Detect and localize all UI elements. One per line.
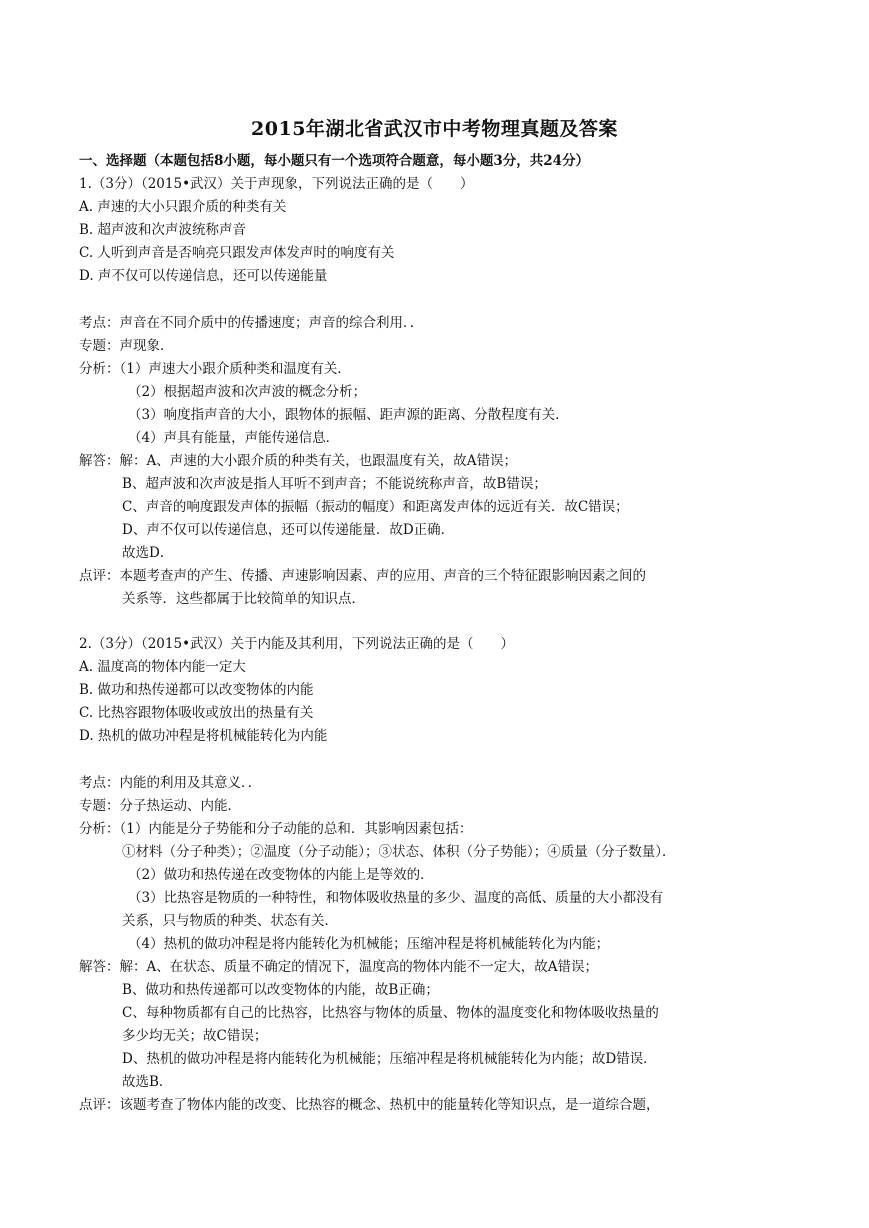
q1-stem: 1.（3分）（2015•武汉）关于声现象，下列说法正确的是（ ） [79,176,474,192]
page-title: 2015年湖北省武汉市中考物理真题及答案 [251,118,618,140]
q2-fenxi-3: （2）做功和热传递在改变物体的内能上是等效的． [128,867,434,883]
q2-fenxi-2: ①材料（分子种类）；②温度（分子动能）；③状态、体积（分子势能）；④质量（分子数量）． [122,844,676,860]
q2-option-d: D. 热机的做功冲程是将机械能转化为内能 [79,728,328,744]
q1-fenxi-2: （2）根据超声波和次声波的概念分析； [128,384,367,400]
q1-option-d: D. 声不仅可以传递信息，还可以传递能量 [79,268,328,284]
q2-dianping-1: 点评：该题考查了物体内能的改变、比热容的概念、热机中的能量转化等知识点，是一道综合题， [79,1097,660,1113]
q1-fenxi-3: （3）响度指声音的大小，跟物体的振幅、距声源的距离、分散程度有关． [128,407,569,423]
q2-jieda-3: C、每种物质都有自己的比热容，比热容与物体的质量、物体的温度变化和物体吸收热量的 [122,1005,659,1021]
q2-fenxi-1: 分析：（1）内能是分子势能和分子动能的总和．其影响因素包括： [79,821,473,837]
q2-option-c: C. 比热容跟物体吸收或放出的热量有关 [79,705,314,721]
q2-stem: 2.（3分）（2015•武汉）关于内能及其利用，下列说法正确的是（ ） [79,636,515,652]
q2-jieda-5: D、热机的做功冲程是将内能转化为机械能；压缩冲程是将机械能转化为内能；故D错误． [122,1051,657,1067]
q1-option-b: B. 超声波和次声波统称声音 [79,222,247,238]
q1-kaodian: 考点：声音在不同介质中的传播速度；声音的综合利用．． [79,315,424,331]
section-heading: 一、选择题（本题包括8小题，每小题只有一个选项符合题意，每小题3分，共24分） [79,153,590,169]
q2-kaodian: 考点：内能的利用及其意义．． [79,775,262,791]
q2-option-b: B. 做功和热传递都可以改变物体的内能 [79,682,314,698]
q2-jieda-6: 故选B． [122,1074,173,1090]
q2-jieda-2: B、做功和热传递都可以改变物体的内能，故B正确； [122,982,439,998]
q1-option-c: C. 人听到声音是否响亮只跟发声体发声时的响度有关 [79,245,395,261]
q1-jieda-5: 故选D． [122,545,174,561]
q2-fenxi-6: （4）热机的做功冲程是将内能转化为机械能；压缩冲程是将机械能转化为内能； [128,936,610,952]
q2-option-a: A. 温度高的物体内能一定大 [79,659,246,675]
q1-option-a: A. 声速的大小只跟介质的种类有关 [79,199,287,215]
q2-jieda-1: 解答：解：A、在状态、质量不确定的情况下，温度高的物体内能不一定大，故A错误； [79,959,598,975]
q1-jieda-2: B、超声波和次声波是指人耳听不到声音；不能说统称声音，故B错误； [122,476,547,492]
q1-jieda-4: D、声不仅可以传递信息，还可以传递能量．故D正确． [122,522,455,538]
q1-dianping-2: 关系等．这些都属于比较简单的知识点． [122,591,365,607]
q2-fenxi-5: 关系，只与物质的种类、状态有关． [122,913,338,929]
q2-jieda-4: 多少均无关；故C错误； [122,1028,268,1044]
q1-jieda-3: C、声音的响度跟发声体的振幅（振动的幅度）和距离发声体的远近有关．故C错误； [122,499,629,515]
q1-jieda-1: 解答：解：A、声速的大小跟介质的种类有关，也跟温度有关，故A错误； [79,453,517,469]
q2-zhuanti: 专题：分子热运动、内能． [79,798,241,814]
q1-fenxi-4: （4）声具有能量，声能传递信息． [128,430,340,446]
q1-dianping-1: 点评：本题考查声的产生、传播、声速影响因素、声的应用、声音的三个特征跟影响因素之间的 [79,568,646,584]
q2-fenxi-4: （3）比热容是物质的一种特性，和物体吸收热量的多少、温度的高低、质量的大小都没有 [128,890,664,906]
q1-fenxi-1: 分析：（1）声速大小跟介质种类和温度有关． [79,361,351,377]
q1-zhuanti: 专题：声现象． [79,338,174,354]
